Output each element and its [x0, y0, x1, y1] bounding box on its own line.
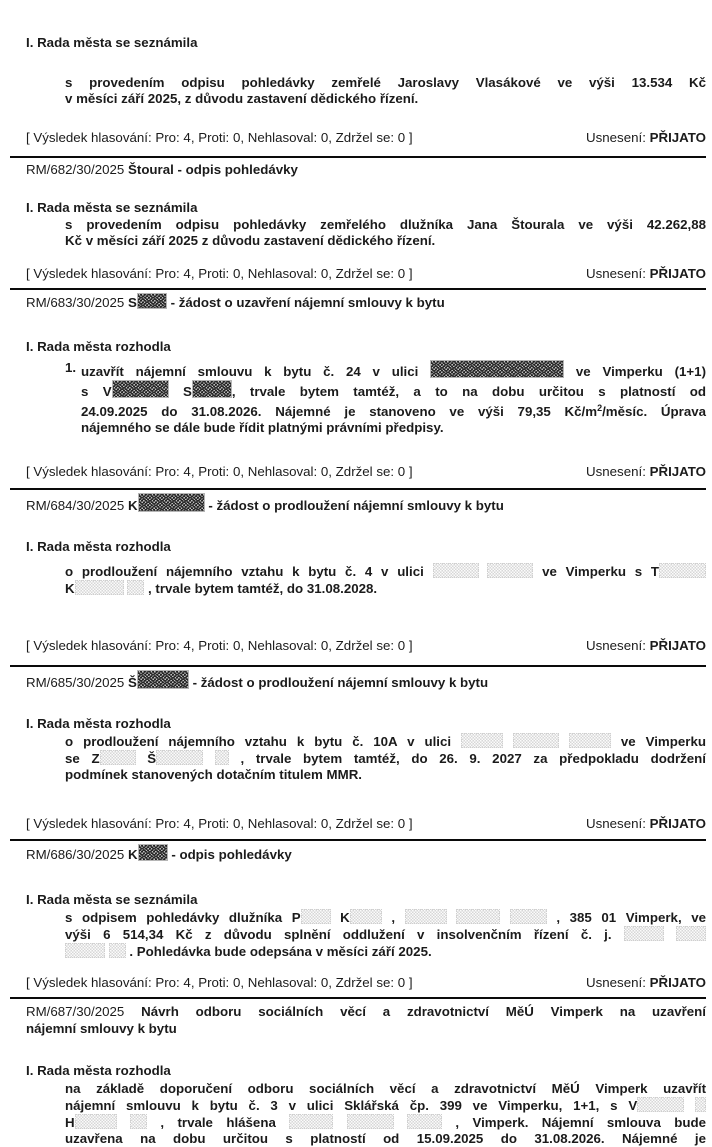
paragraph-line — [81, 400, 706, 420]
vote-row — [26, 638, 706, 654]
paragraph-line — [81, 420, 706, 436]
vote-row — [26, 266, 706, 282]
redaction-box — [192, 380, 232, 398]
paragraph-line — [81, 380, 706, 400]
vote-row — [26, 464, 706, 480]
text-segment: 24.09.2025 do 31.08.2026. Nájemné je stanoveno ve výši 79,35 Kč/m — [81, 404, 598, 419]
vote-row — [26, 975, 706, 991]
text-segment — [500, 910, 510, 925]
text-segment: , 385 01 Vimperk, ve — [546, 910, 706, 925]
redaction-box — [138, 844, 168, 861]
text-segment: uzavřena na dobu určitou s platností od 15.09.2025 do 31.08.2026. Nájemné je — [65, 1131, 706, 1146]
resolution — [586, 638, 706, 654]
text-segment: S — [128, 295, 137, 310]
vote-result-text: [ Výsledek hlasování: Pro: 4, Proti: 0, Nehlasoval: 0, Zdržel se: 0 ] — [26, 266, 413, 281]
paragraph-line — [65, 217, 706, 233]
text-segment: Kč v měsíci září 2025 z důvodu zastavení dědického řízení. — [65, 233, 436, 248]
text-segment: RM/682/30/2025 — [26, 162, 129, 177]
resolution-label: Usnesení: — [586, 266, 646, 281]
redaction-box — [407, 1114, 442, 1129]
paragraph-line — [65, 909, 706, 926]
resolution-label: Usnesení: — [586, 638, 646, 653]
redaction-box — [137, 293, 167, 309]
paragraph-line — [65, 750, 706, 767]
redaction-box — [137, 670, 189, 689]
paragraph-line — [65, 1131, 706, 1147]
redaction-box — [127, 580, 144, 595]
text-segment: RM/684/30/2025 — [26, 498, 129, 513]
paragraph-line — [26, 161, 706, 178]
text-segment: v měsíci září 2025, z důvodu zastavení dědického řízení. — [65, 91, 419, 106]
redaction-box — [65, 943, 105, 958]
redaction-box — [347, 1114, 394, 1129]
text-segment — [117, 1115, 130, 1130]
text-segment: - žádost o prodloužení nájemní smlouvy k bytu — [204, 498, 504, 513]
redaction-box — [156, 750, 203, 765]
text-segment: K — [330, 910, 350, 925]
resolution-label: Usnesení: — [586, 816, 646, 831]
text-segment: RM/686/30/2025 — [26, 847, 129, 862]
redaction-box — [487, 563, 533, 578]
paragraph-line — [65, 91, 706, 107]
vote-result-text: [ Výsledek hlasování: Pro: 4, Proti: 0, Nehlasoval: 0, Zdržel se: 0 ] — [26, 816, 413, 831]
text-segment: s provedením odpisu pohledávky zemřelého dlužníka Jana Štourala ve výši 42.262,88 — [65, 217, 706, 232]
paragraph-line — [65, 75, 706, 91]
text-segment — [333, 1115, 346, 1130]
text-segment: ve Vimperku s T — [533, 564, 659, 579]
redaction-box — [130, 1114, 147, 1129]
text-segment: - odpis pohledávky — [167, 847, 292, 862]
rm-heading — [26, 161, 706, 178]
intro-heading: I. Rada města rozhodla — [26, 339, 171, 354]
redaction-box — [215, 750, 229, 765]
resolution-status: PŘIJATO — [649, 266, 706, 281]
paragraph-line — [26, 493, 706, 514]
resolution-status: PŘIJATO — [649, 975, 706, 990]
text-segment: , — [381, 910, 405, 925]
redaction-box — [112, 380, 169, 398]
redaction-box — [659, 563, 706, 578]
paragraph-lines — [81, 360, 706, 436]
text-segment: , trvale bytem tamtéž, a to na dobu určitou s platností od — [231, 384, 706, 399]
rm-heading — [26, 493, 706, 514]
redaction-box — [624, 926, 664, 941]
paragraph-line — [65, 580, 706, 597]
redaction-box — [569, 733, 611, 748]
resolution-section — [26, 999, 706, 1147]
rm-heading — [26, 293, 706, 311]
paragraph-line — [81, 360, 706, 380]
resolution-section — [26, 290, 706, 490]
body-paragraph — [65, 360, 706, 436]
body-paragraph — [65, 563, 706, 597]
resolution — [586, 464, 706, 480]
redaction-box — [433, 563, 479, 578]
resolution — [586, 816, 706, 832]
text-segment — [559, 734, 569, 749]
text-segment — [447, 910, 457, 925]
text-segment: nájemní smlouvy k bytu — [26, 1021, 177, 1036]
text-segment: K — [65, 581, 75, 596]
redaction-box — [695, 1097, 706, 1112]
paragraph-lines — [65, 1081, 706, 1147]
vote-row — [26, 816, 706, 832]
vote-result-text: [ Výsledek hlasování: Pro: 4, Proti: 0, Nehlasoval: 0, Zdržel se: 0 ] — [26, 975, 413, 990]
text-segment: K — [128, 498, 138, 513]
vote-result-text: [ Výsledek hlasování: Pro: 4, Proti: 0, Nehlasoval: 0, Zdržel se: 0 ] — [26, 130, 413, 145]
redaction-box — [350, 909, 382, 924]
intro-heading: I. Rada města rozhodla — [26, 1063, 171, 1078]
redaction-box — [513, 733, 559, 748]
paragraph-line — [65, 1114, 706, 1131]
text-segment: , trvale bytem tamtéž, do 31.08.2028. — [144, 581, 378, 596]
paragraph-lines — [65, 733, 706, 783]
redaction-box — [109, 943, 126, 958]
resolution-status: PŘIJATO — [649, 816, 706, 831]
text-segment: Štoural - odpis pohledávky — [128, 162, 298, 177]
text-segment — [503, 734, 513, 749]
text-segment: S — [168, 384, 192, 399]
text-segment: Š — [128, 675, 137, 690]
paragraph-line — [26, 670, 706, 691]
text-segment: RM/685/30/2025 — [26, 675, 129, 690]
text-segment: podmínek stanovených dotačním titulem MMR. — [65, 767, 362, 782]
resolution-status: PŘIJATO — [649, 464, 706, 479]
text-segment — [684, 1098, 695, 1113]
resolution-label: Usnesení: — [586, 130, 646, 145]
rm-heading — [26, 844, 706, 863]
paragraph-line — [26, 844, 706, 863]
paragraph-line — [65, 233, 706, 249]
vote-row — [26, 130, 706, 146]
text-segment: s provedením odpisu pohledávky zemřelé Jaroslavy Vlasákové ve výši 13.534 Kč — [65, 75, 706, 90]
intro-heading: I. Rada města rozhodla — [26, 716, 171, 731]
text-segment: se Z — [65, 751, 100, 766]
list-number: 1. — [65, 360, 77, 375]
redaction-box — [456, 909, 500, 924]
vote-result-text: [ Výsledek hlasování: Pro: 4, Proti: 0, Nehlasoval: 0, Zdržel se: 0 ] — [26, 638, 413, 653]
rm-heading — [26, 670, 706, 691]
rm-heading — [26, 1003, 706, 1037]
text-segment: - žádost o prodloužení nájemní smlouvy k bytu — [188, 675, 489, 690]
paragraph-lines — [65, 217, 706, 249]
text-segment: s odpisem pohledávky dlužníka P — [65, 910, 301, 925]
text-segment — [479, 564, 488, 579]
paragraph-lines — [65, 75, 706, 107]
resolution-section — [26, 158, 706, 290]
text-segment: ve Vimperku (1+1) — [564, 364, 706, 379]
resolution-label: Usnesení: — [586, 464, 646, 479]
intro-heading: I. Rada města se seznámila — [26, 35, 198, 50]
resolution-section — [26, 490, 706, 667]
paragraph-line — [26, 1020, 706, 1037]
redaction-box — [100, 750, 136, 765]
intro-heading: I. Rada města se seznámila — [26, 892, 198, 907]
resolution — [586, 975, 706, 991]
text-segment: H — [65, 1115, 75, 1130]
redaction-box — [637, 1097, 684, 1112]
resolution-label: Usnesení: — [586, 975, 646, 990]
paragraph-lines — [65, 563, 706, 597]
text-segment: , trvale hlášena — [147, 1115, 290, 1130]
paragraph-line — [65, 1081, 706, 1097]
resolution — [586, 130, 706, 146]
paragraph-line — [26, 293, 706, 311]
text-segment: uzavřít nájemní smlouvu k bytu č. 24 v ulici — [81, 364, 431, 379]
paragraph-lines — [65, 909, 706, 960]
redaction-box — [75, 580, 124, 595]
body-paragraph — [65, 75, 706, 107]
paragraph-line — [65, 943, 706, 960]
text-segment: o prodloužení nájemního vztahu k bytu č. 4 v ulici — [65, 564, 433, 579]
resolution-section — [26, 841, 706, 999]
text-segment: K — [128, 847, 138, 862]
text-segment: . Pohledávka bude odepsána v měsíci září 2025. — [125, 944, 432, 959]
text-segment: s V — [81, 384, 112, 399]
intro-heading: I. Rada města se seznámila — [26, 200, 198, 215]
paragraph-line — [65, 926, 706, 943]
redaction-box — [430, 360, 564, 378]
redaction-box — [75, 1114, 117, 1129]
resolution-section — [26, 667, 706, 841]
paragraph-line — [26, 1003, 706, 1020]
text-segment — [203, 751, 215, 766]
text-segment: na základě doporučení odboru sociálních věcí a zdravotnictví MěÚ Vimperk uzavřít — [65, 1081, 706, 1096]
superscript-text: 2 — [597, 403, 603, 413]
text-segment: , Vimperk. Nájemní smlouva bude — [442, 1115, 706, 1130]
paragraph-line — [65, 1097, 706, 1114]
redaction-box — [138, 493, 205, 512]
text-segment: RM/683/30/2025 — [26, 295, 129, 310]
resolution — [586, 266, 706, 282]
text-segment: RM/687/30/2025 — [26, 1004, 142, 1019]
text-segment: nájemní smlouvu k bytu č. 3 v ulici Sklářská čp. 399 ve Vimperku, 1+1, s V — [65, 1098, 638, 1113]
redaction-box — [676, 926, 706, 941]
body-paragraph — [65, 1081, 706, 1147]
redaction-box — [461, 733, 503, 748]
text-segment: o prodloužení nájemního vztahu k bytu č. 10A v ulici — [65, 734, 462, 749]
text-segment: nájemného se dále bude řídit platnými právními předpisy. — [81, 420, 444, 435]
paragraph-line — [65, 563, 706, 580]
text-segment: /měsíc. Úprava — [602, 404, 706, 419]
text-segment — [394, 1115, 407, 1130]
redaction-box — [405, 909, 447, 924]
text-segment: Š — [135, 751, 157, 766]
resolution-status: PŘIJATO — [649, 638, 706, 653]
redaction-box — [301, 909, 331, 924]
text-segment: ve Vimperku — [610, 734, 706, 749]
resolution-section — [26, 0, 706, 158]
text-segment: výši 6 514,34 Kč z důvodu splnění oddlužení v insolvenčním řízení č. j. — [65, 927, 624, 942]
paragraph-line — [65, 733, 706, 750]
intro-heading: I. Rada města rozhodla — [26, 539, 171, 554]
body-paragraph — [65, 733, 706, 783]
redaction-box — [289, 1114, 333, 1129]
vote-result-text: [ Výsledek hlasování: Pro: 4, Proti: 0, Nehlasoval: 0, Zdržel se: 0 ] — [26, 464, 413, 479]
paragraph-line — [65, 767, 706, 783]
text-segment: , trvale bytem tamtéž, do 26. 9. 2027 za předpokladu dodržení — [228, 751, 707, 766]
body-paragraph — [65, 909, 706, 960]
text-segment: - žádost o uzavření nájemní smlouvy k bytu — [166, 295, 445, 310]
body-paragraph — [65, 217, 706, 249]
resolution-status: PŘIJATO — [649, 130, 706, 145]
text-segment — [664, 927, 676, 942]
redaction-box — [510, 909, 547, 924]
text-segment: Návrh odboru sociálních věcí a zdravotnictví MěÚ Vimperk na uzavření — [141, 1004, 706, 1019]
